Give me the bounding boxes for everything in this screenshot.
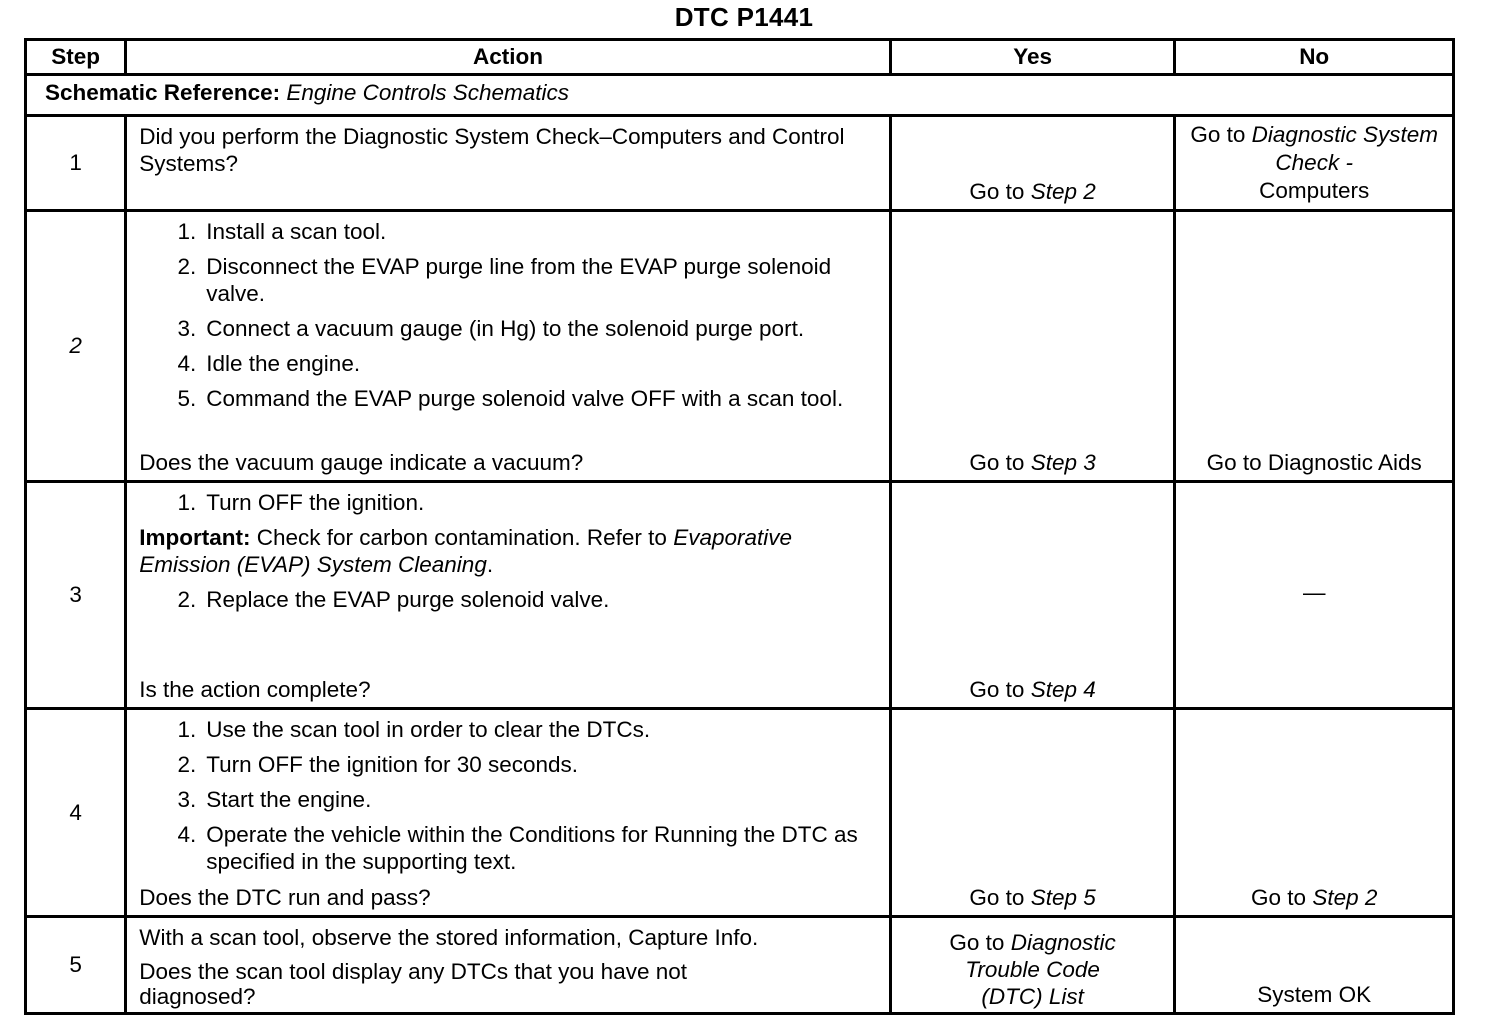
question: Does the vacuum gauge indicate a vacuum? <box>139 450 584 475</box>
action-cell <box>126 709 891 917</box>
schematic-reference <box>26 75 1454 116</box>
step-number <box>26 211 126 482</box>
table-row <box>26 709 1454 917</box>
no-dash: — <box>1302 580 1326 605</box>
yes-cell <box>890 482 1175 709</box>
list-item-text: Idle the engine. <box>206 351 361 376</box>
important-label: Important: <box>139 525 251 550</box>
action-list <box>139 586 879 621</box>
step-number: 4 <box>26 709 126 917</box>
question: Did you perform the Diagnostic System Check–Computers and Control Systems? <box>139 124 845 176</box>
list-item: 4. Idle the engine. <box>139 350 879 377</box>
schematic-label: Schematic Reference: <box>45 80 281 105</box>
question: Does the DTC run and pass? <box>139 885 431 910</box>
list-item: 4. Operate the vehicle within the Conditions for Running the DTC as specified in the supporting text. <box>139 821 879 875</box>
list-item-text: Start the engine. <box>206 787 372 812</box>
list-item-text: Operate the vehicle within the Conditions for Running the DTC as specified in the supporting text. <box>206 822 858 874</box>
list-item: 1. Install a scan tool. <box>139 218 879 245</box>
header-action: Action <box>126 40 891 75</box>
list-item-text: Use the scan tool in order to clear the DTCs. <box>206 717 651 742</box>
no-link[interactable]: Diagnostic System Check - <box>1251 122 1438 175</box>
important-note: Important: Check for carbon contamination. Refer to Evaporative Emission (EVAP) System Cleaning. <box>139 525 793 577</box>
important-link[interactable]: Evaporative Emission (EVAP) System Cleaning <box>139 525 793 577</box>
action-cell <box>126 482 891 709</box>
yes-cell <box>890 116 1175 211</box>
no-cell <box>1175 709 1454 917</box>
action-cell <box>126 116 891 211</box>
yes-cell <box>890 211 1175 482</box>
list-item: 3. Start the engine. <box>139 786 879 813</box>
no-cell <box>1175 482 1454 709</box>
list-item-text: Command the EVAP purge solenoid valve OFF with a scan tool. <box>206 386 844 411</box>
no-prefix: Go to <box>1251 885 1307 910</box>
yes-prefix: Go to <box>969 450 1025 475</box>
list-item: 1. Use the scan tool in order to clear the DTCs. <box>139 716 879 743</box>
yes-link[interactable]: Step 5 <box>1030 885 1096 910</box>
schematic-row <box>26 75 1454 116</box>
header-yes: Yes <box>890 40 1175 75</box>
no-link[interactable]: Step 2 <box>1312 885 1378 910</box>
header-no: No <box>1175 40 1454 75</box>
no-suffix: Computers <box>1259 178 1370 203</box>
question: Does the scan tool display any DTCs that you have not diagnosed? <box>139 959 688 1009</box>
action-text: With a scan tool, observe the stored information, Capture Info. <box>139 925 759 950</box>
step-number: 1 <box>26 116 126 211</box>
action-cell <box>126 917 891 1014</box>
list-item-text: Replace the EVAP purge solenoid valve. <box>206 587 610 612</box>
list-item-text: Turn OFF the ignition. <box>206 490 425 515</box>
yes-prefix: Go to <box>969 885 1025 910</box>
list-item: 3. Connect a vacuum gauge (in Hg) to the solenoid purge port. <box>139 315 879 342</box>
yes-prefix: Go to <box>969 677 1025 702</box>
list-item: 2. Replace the EVAP purge solenoid valve. <box>139 586 879 613</box>
list-item-text: Disconnect the EVAP purge line from the EVAP purge solenoid valve. <box>206 254 832 306</box>
no-cell <box>1175 917 1454 1014</box>
yes-prefix: Go to <box>949 930 1005 955</box>
important-text: Check for carbon contamination. Refer to <box>256 525 667 550</box>
no-text: System OK <box>1257 982 1372 1007</box>
yes-cell <box>890 917 1175 1014</box>
list-item-text: Connect a vacuum gauge (in Hg) to the solenoid purge port. <box>206 316 805 341</box>
yes-link[interactable]: Step 3 <box>1030 450 1096 475</box>
table-row <box>26 482 1454 709</box>
no-cell <box>1175 211 1454 482</box>
step-number: 3 <box>26 482 126 709</box>
yes-cell <box>890 709 1175 917</box>
page-title: DTC P1441 <box>674 2 814 32</box>
yes-link[interactable]: Diagnostic Trouble Code (DTC) List <box>965 930 1116 1009</box>
step-number: 5 <box>26 917 126 1014</box>
table-row <box>26 211 1454 482</box>
header-step: Step <box>26 40 126 75</box>
schematic-link[interactable]: Engine Controls Schematics <box>286 80 570 105</box>
diagnostic-table <box>24 38 1455 1015</box>
no-prefix: Go to <box>1190 122 1246 147</box>
list-item: 1. Turn OFF the ignition. <box>139 489 879 516</box>
action-list <box>139 489 879 524</box>
yes-link[interactable]: Step 2 <box>1030 179 1096 204</box>
action-cell <box>126 211 891 482</box>
yes-link[interactable]: Step 4 <box>1030 677 1096 702</box>
list-item: 2. Disconnect the EVAP purge line from the EVAP purge solenoid valve. <box>139 253 879 307</box>
header-row <box>26 40 1454 75</box>
list-item: 2. Turn OFF the ignition for 30 seconds. <box>139 751 879 778</box>
table-row <box>26 116 1454 211</box>
question: Is the action complete? <box>139 677 371 702</box>
list-item-text: Turn OFF the ignition for 30 seconds. <box>206 752 579 777</box>
yes-prefix: Go to <box>969 179 1025 204</box>
step-number-text: 2 <box>69 333 82 358</box>
table-row <box>26 917 1454 1014</box>
action-list <box>139 716 879 883</box>
action-list <box>139 218 879 420</box>
list-item-text: Install a scan tool. <box>206 219 387 244</box>
list-item: 5. Command the EVAP purge solenoid valve OFF with a scan tool. <box>139 385 879 412</box>
no-cell <box>1175 116 1454 211</box>
no-link[interactable]: Go to Diagnostic Aids <box>1206 450 1422 475</box>
